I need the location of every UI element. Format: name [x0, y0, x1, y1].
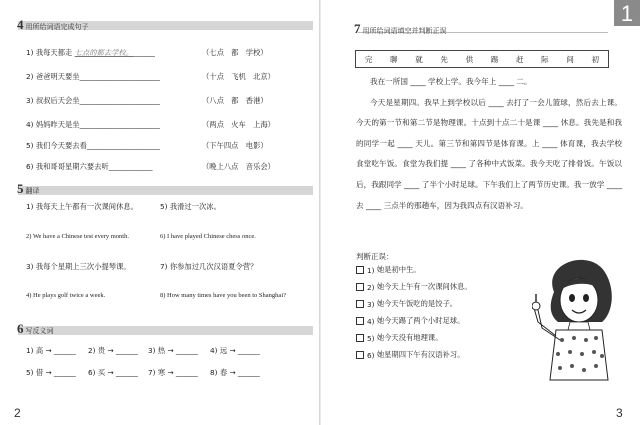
s5-item-6: 6) I have played Chinese chess once. [160, 233, 256, 240]
section-number: 5 [17, 181, 24, 196]
s6-item-4: 4) 远 → ______ [210, 346, 260, 355]
section-title: 写反义词 [25, 327, 54, 335]
handwritten-answer[interactable]: 七点的都去学校。 [74, 48, 134, 57]
reading-passage [356, 72, 622, 216]
s5-item-4: 4) He plays golf twice a week. [26, 292, 106, 299]
answer-blank[interactable]: ____________ [108, 162, 153, 171]
s6-item-5: 5) 借 → ______ [26, 368, 76, 377]
s4-row-5: 5) 我们今天要去看____________________ （下午四点 电影） [26, 141, 268, 150]
s4-row-6: 6) 我和哥哥星期六要去听____________ （晚上八点 音乐会） [26, 162, 275, 171]
s4-row-4: 4) 妈妈昨天是坐______________________ （两点 火车 上海） [26, 120, 275, 129]
page-number: 2 [14, 406, 21, 420]
checkbox[interactable] [356, 266, 364, 274]
section-5-band [18, 186, 313, 195]
s6-item-8: 8) 春 → ______ [210, 368, 260, 377]
word-bank [355, 50, 609, 68]
checkbox[interactable] [356, 334, 364, 342]
word-bank-item: 初 [591, 54, 600, 64]
section-6-band [18, 326, 313, 335]
right-page [320, 0, 640, 425]
section-number: 7 [354, 21, 361, 36]
antonym-blank[interactable]: ______ [115, 346, 138, 355]
tf-item: 4) 她今天踢了两个小时足球。 [356, 316, 464, 326]
section-number: 6 [17, 321, 24, 336]
word-bank-item: 际 [541, 54, 549, 64]
page-number: 3 [616, 406, 623, 420]
word-bank-item: 就 [415, 54, 423, 64]
s4-row-1: 1) 我每天都走 七点的都去学校。______ （七点 都 学校） [26, 48, 268, 57]
s6-item-3: 3) 热 → ______ [148, 346, 198, 355]
s5-item-8: 8) How many times have you been to Shanghai? [160, 292, 287, 299]
tf-item: 6) 她星期四下午有汉语补习。 [356, 350, 464, 360]
s5-item-5: 5) 我滑过一次冰。 [160, 202, 221, 211]
antonym-blank[interactable]: ______ [53, 346, 76, 355]
section-title: 用所给词语完成句子 [25, 23, 89, 31]
section-7-header [354, 22, 447, 35]
tf-item: 3) 她今天午饭吃的是饺子。 [356, 299, 457, 309]
answer-blank[interactable]: ______________________ [79, 120, 160, 129]
section-number: 4 [17, 17, 24, 32]
antonym-blank[interactable]: ______ [115, 368, 138, 377]
passage-paragraph: 今天是星期四。我早上到学校以后 ____ 去打了一会儿篮球，然后去上课。今天的第一节和第二节是物理课。十点到十点二十是课 ____ 休息。我先是和我的同学一起 ____ 天儿。第三节和第四节是体育课。上 ____ 体育课，我去学校食堂吃午饭。食堂为我们提 ____ 了各种中式饭菜。我今天吃了排骨饭。午饭以后，我跟同学 ____ 了半个小时足球。下午我们上了两节历史课。我一放学 ____ 去 ____ 三点半的那趟车，因为我四点有汉语补习。 [356, 97, 622, 210]
checkbox[interactable] [356, 283, 364, 291]
girl-illustration [532, 252, 624, 382]
section-title: 翻译 [25, 187, 40, 195]
answer-blank[interactable]: ______________________ [79, 72, 160, 81]
checkbox[interactable] [356, 317, 364, 325]
word-bank-item: 赶 [515, 54, 524, 64]
answer-blank[interactable]: ______________________ [79, 96, 160, 105]
answer-blank[interactable]: ____________________ [86, 141, 160, 150]
passage-paragraph: 我在一所国 ____ 学校上学。我今年上 ____ 二。 [370, 77, 532, 86]
word-bank-item: 聊 [390, 54, 398, 64]
s6-item-6: 6) 买 → ______ [88, 368, 138, 377]
word-bank-item: 踢 [490, 54, 499, 64]
s5-item-3: 3) 我每个星期上三次小提琴课。 [26, 262, 131, 271]
true-false-title: 判断正误： [356, 252, 394, 261]
antonym-blank[interactable]: ______ [237, 346, 260, 355]
s5-item-7: 7) 你参加过几次汉语夏令营？ [160, 262, 258, 271]
s6-item-1: 1) 高 → ______ [26, 346, 76, 355]
word-bank-item: 供 [465, 54, 474, 64]
s5-item-1: 1) 我每天上午都有一次课间休息。 [26, 202, 138, 211]
tf-item: 5) 她今天没有地理课。 [356, 333, 443, 343]
s4-row-2: 2) 爸爸明天要坐______________________ （十点 飞机 北京） [26, 72, 275, 81]
tf-item: 1) 她是初中生。 [356, 265, 421, 275]
checkbox[interactable] [356, 300, 364, 308]
tf-item: 2) 她今天上午有一次课间休息。 [356, 282, 472, 292]
section-title: 用所给词语填空并判断正误 [362, 27, 447, 35]
antonym-blank[interactable]: ______ [175, 368, 198, 377]
word-bank-item: 间 [566, 54, 574, 64]
antonym-blank[interactable]: ______ [175, 346, 198, 355]
s4-row-3: 3) 叔叔后天会坐______________________ （八点 都 香港） [26, 96, 268, 105]
section-6-header [17, 322, 54, 335]
unit-tab: 1 [614, 0, 640, 26]
s6-item-2: 2) 贵 → ______ [88, 346, 138, 355]
s6-item-7: 7) 寒 → ______ [148, 368, 198, 377]
antonym-blank[interactable]: ______ [53, 368, 76, 377]
checkbox[interactable] [356, 351, 364, 359]
word-bank-item: 先 [440, 54, 448, 64]
antonym-blank[interactable]: ______ [237, 368, 260, 377]
section-5-header [17, 182, 40, 195]
section-4-header [17, 18, 89, 31]
word-bank-item: 完 [364, 54, 373, 64]
s5-item-2: 2) We have a Chinese test every month. [26, 233, 129, 240]
